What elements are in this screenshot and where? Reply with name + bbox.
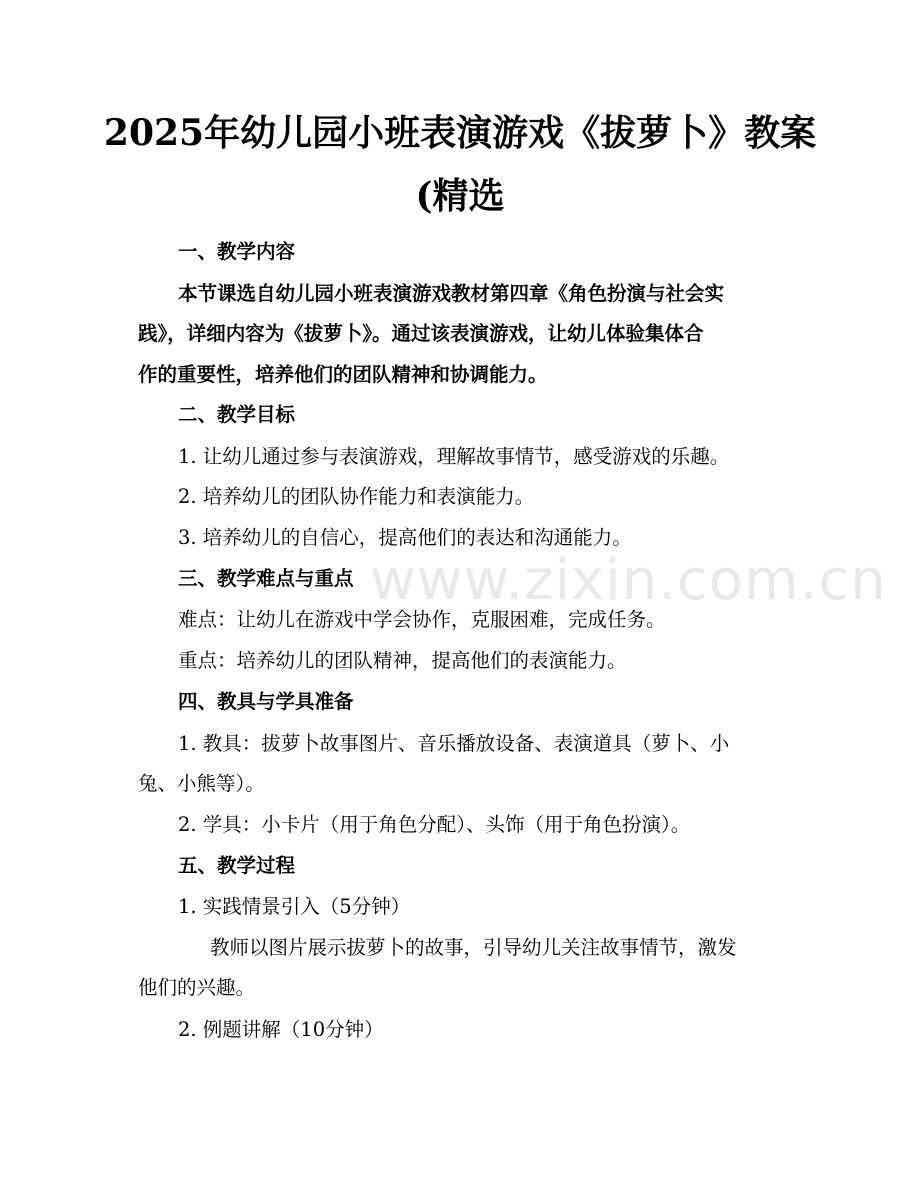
process-step-1-desc-line-2: 他们的兴趣。	[138, 976, 256, 999]
section-4-heading: 四、教具与学具准备	[178, 690, 354, 713]
objective-item-1: 1. 让幼儿通过参与表演游戏，理解故事情节，感受游戏的乐趣。	[178, 445, 730, 468]
process-step-1: 1. 实践情景引入（5分钟）	[178, 895, 411, 918]
key-point-line: 重点：培养幼儿的团队精神，提高他们的表演能力。	[178, 649, 627, 672]
watermark-text: www.zixin.com.cn	[370, 548, 887, 613]
objective-item-2: 2. 培养幼儿的团队协作能力和表演能力。	[178, 485, 535, 508]
section-2-heading: 二、教学目标	[178, 403, 296, 426]
materials-item-1-line-1: 1. 教具：拔萝卜故事图片、音乐播放设备、表演道具（萝卜、小	[178, 732, 730, 755]
document-title-line-2: (精选	[415, 175, 505, 217]
materials-item-2: 2. 学具：小卡片（用于角色分配）、头饰（用于角色扮演）。	[178, 813, 691, 836]
section-5-heading: 五、教学过程	[178, 854, 296, 877]
document-title-line-1: 2025年幼儿园小班表演游戏《拔萝卜》教案	[103, 112, 817, 154]
process-step-2: 2. 例题讲解（10分钟）	[178, 1018, 384, 1041]
section-1-heading: 一、教学内容	[178, 240, 296, 263]
materials-item-1-line-2: 兔、小熊等）。	[138, 772, 265, 795]
section-1-paragraph-line-1: 本节课选自幼儿园小班表演游戏教材第四章《角色扮演与社会实	[178, 282, 725, 305]
section-1-paragraph-line-2: 践》，详细内容为《拔萝卜》。通过该表演游戏，让幼儿体验集体合	[138, 322, 704, 345]
section-3-heading: 三、教学难点与重点	[178, 567, 354, 590]
difficulty-line: 难点：让幼儿在游戏中学会协作，克服困难，完成任务。	[178, 608, 666, 631]
process-step-1-desc-line-1: 教师以图片展示拔萝卜的故事，引导幼儿关注故事情节，激发	[210, 936, 737, 959]
objective-item-3: 3. 培养幼儿的自信心，提高他们的表达和沟通能力。	[178, 526, 632, 549]
section-1-paragraph-line-3: 作的重要性，培养他们的团队精神和协调能力。	[138, 363, 548, 386]
